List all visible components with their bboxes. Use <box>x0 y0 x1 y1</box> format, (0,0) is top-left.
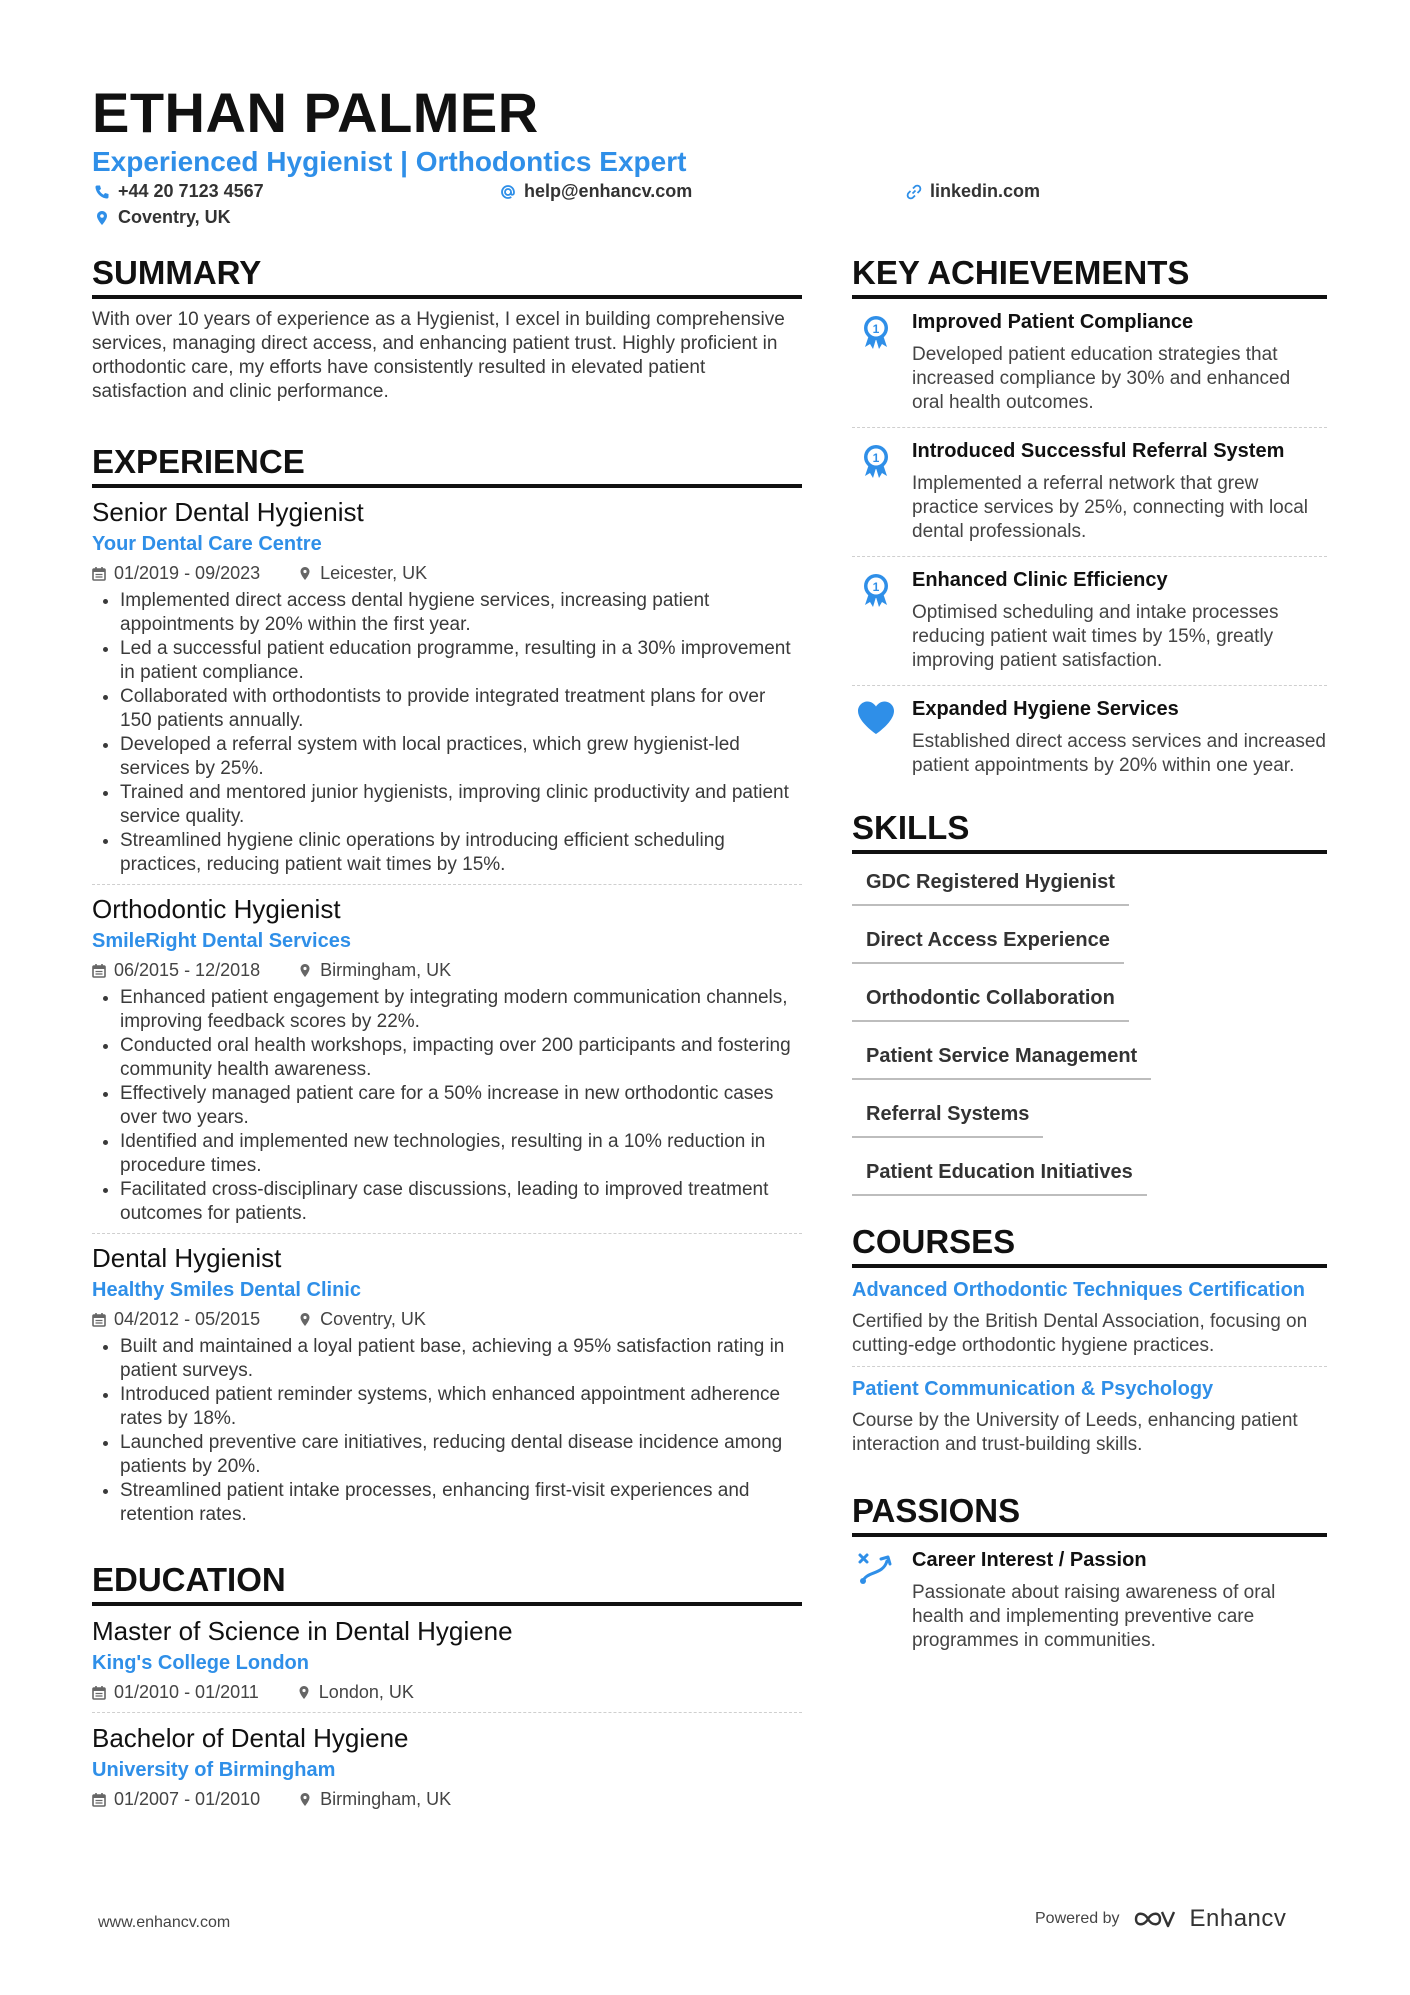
company-name: SmileRight Dental Services <box>92 930 351 952</box>
linkedin-text: linkedin.com <box>930 181 1041 201</box>
achievement-desc: Established direct access services and increased patient appointments by 20% within one year. <box>912 731 1326 776</box>
school-name: King's College London <box>92 1652 309 1674</box>
skill-tag: Patient Service Management <box>852 1042 1151 1080</box>
bullet-item: • Led a successful patient education programme, resulting in a 30% improvement in patient compliance. <box>120 637 802 685</box>
course-item <box>852 1367 1327 1465</box>
education-dates: 01/2007 - 01/2010 <box>114 1789 261 1809</box>
course-title: Patient Communication & Psychology <box>852 1378 1214 1400</box>
award-ribbon-icon <box>852 567 900 673</box>
job-title: Senior Dental Hygienist <box>92 497 364 527</box>
course-desc: Course by the University of Leeds, enhancing patient interaction and trust-building skills. <box>852 1410 1298 1455</box>
summary-text: With over 10 years of experience as a Hygienist, I excel in building comprehensive services, managing direct access, and enhancing patient trust. Highly proficient in orthodontic care, my efforts have consistently resulted in elevated patient satisfaction and clinic performance. <box>92 309 785 402</box>
contact-location <box>94 207 231 228</box>
location-pin-icon <box>298 1312 312 1327</box>
bullet-item: • Streamlined patient intake processes, enhancing first-visit experiences and retention rates. <box>120 1479 802 1527</box>
job-bullets <box>92 589 802 877</box>
candidate-name: ETHAN PALMER <box>92 81 539 144</box>
education-entry <box>92 1713 802 1819</box>
passion-desc: Passionate about raising awareness of oral health and implementing preventive care programmes in communities. <box>912 1582 1276 1651</box>
course-desc: Certified by the British Dental Association, focusing on cutting-edge orthodontic hygiene practices. <box>852 1311 1308 1356</box>
svg-text:1: 1 <box>872 451 880 465</box>
svg-text:1: 1 <box>872 580 880 594</box>
calendar-icon <box>92 1312 106 1327</box>
location-text: Coventry, UK <box>118 207 231 227</box>
job-bullets <box>92 1335 802 1527</box>
contact-email[interactable] <box>500 181 692 202</box>
passions-heading: PASSIONS <box>852 1491 1327 1537</box>
skill-tag: Patient Education Initiatives <box>852 1158 1147 1196</box>
experience-entry <box>92 1234 802 1534</box>
passion-item <box>852 1537 1327 1665</box>
experience-entry <box>92 488 802 885</box>
course-title: Advanced Orthodontic Techniques Certification <box>852 1279 1306 1301</box>
award-ribbon-icon <box>852 438 900 544</box>
at-sign-icon <box>500 184 516 200</box>
award-ribbon-icon <box>852 309 900 415</box>
calendar-icon <box>92 566 106 581</box>
bullet-item: • Launched preventive care initiatives, reducing dental disease incidence among patients by 20%. <box>120 1431 802 1479</box>
phone-icon <box>94 184 110 200</box>
location-pin-icon <box>94 210 110 226</box>
job-location: Leicester, UK <box>320 563 428 583</box>
heart-icon <box>852 696 900 778</box>
svg-text:1: 1 <box>872 322 880 336</box>
footer-branding[interactable] <box>1035 1905 1286 1933</box>
location-pin-icon <box>298 963 312 978</box>
contact-linkedin[interactable] <box>906 181 1040 202</box>
candidate-headline: Experienced Hygienist | Orthodontics Expert <box>92 146 687 177</box>
skill-tag: Referral Systems <box>852 1100 1043 1138</box>
job-location: Coventry, UK <box>320 1309 426 1329</box>
brand-name: Enhancv <box>1189 1905 1287 1932</box>
skills-list <box>852 868 1327 1196</box>
bullet-item: • Effectively managed patient care for a 50% increase in new orthodontic cases over two years. <box>120 1082 802 1130</box>
education-meta <box>92 1680 802 1704</box>
education-dates: 01/2010 - 01/2011 <box>114 1682 259 1702</box>
course-item <box>852 1268 1327 1367</box>
bullet-item: • Collaborated with orthodontists to provide integrated treatment plans for over 150 patients annually. <box>120 685 802 733</box>
location-pin-icon <box>298 1792 312 1807</box>
powered-by-label: Powered by <box>1035 1910 1120 1927</box>
passion-title: Career Interest / Passion <box>912 1549 1147 1571</box>
job-dates: 06/2015 - 12/2018 <box>114 960 261 980</box>
achievement-desc: Optimised scheduling and intake processes reducing patient wait times by 15%, greatly improving patient satisfaction. <box>912 602 1279 671</box>
calendar-icon <box>92 1685 106 1700</box>
achievement-title: Enhanced Clinic Efficiency <box>912 569 1168 591</box>
calendar-icon <box>92 1792 106 1807</box>
achievement-desc: Developed patient education strategies that increased compliance by 30% and enhanced oral health outcomes. <box>912 344 1291 413</box>
education-location: Birmingham, UK <box>320 1789 452 1809</box>
email-text: help@enhancv.com <box>524 181 693 201</box>
courses-heading: COURSES <box>852 1222 1327 1268</box>
skill-tag: Orthodontic Collaboration <box>852 984 1129 1022</box>
job-dates: 04/2012 - 05/2015 <box>114 1309 261 1329</box>
education-entry <box>92 1606 802 1713</box>
achievement-title: Improved Patient Compliance <box>912 311 1194 333</box>
calendar-icon <box>92 963 106 978</box>
achievement-item <box>852 686 1327 790</box>
skill-tag: Direct Access Experience <box>852 926 1124 964</box>
bullet-item: • Enhanced patient engagement by integrating modern communication channels, improving feedback scores by 22%. <box>120 986 802 1034</box>
footer-website[interactable]: www.enhancv.com <box>98 1914 231 1931</box>
education-location: London, UK <box>318 1682 414 1702</box>
right-column <box>852 253 1327 1665</box>
achievement-item <box>852 557 1327 686</box>
achievement-desc: Implemented a referral network that grew practice services by 25%, connecting with local dental professionals. <box>912 473 1309 542</box>
link-icon <box>906 184 922 200</box>
experience-entry <box>92 885 802 1234</box>
company-name: Healthy Smiles Dental Clinic <box>92 1279 361 1301</box>
achievements-heading: KEY ACHIEVEMENTS <box>852 253 1327 299</box>
summary-heading: SUMMARY <box>92 253 802 299</box>
achievement-title: Introduced Successful Referral System <box>912 440 1285 462</box>
bullet-item: • Identified and implemented new technologies, resulting in a 10% reduction in procedure times. <box>120 1130 802 1178</box>
bullet-item: • Conducted oral health workshops, impacting over 200 participants and fostering community health awareness. <box>120 1034 802 1082</box>
education-meta <box>92 1787 802 1811</box>
location-pin-icon <box>298 566 312 581</box>
achievement-title: Expanded Hygiene Services <box>912 698 1179 720</box>
education-heading: EDUCATION <box>92 1560 802 1606</box>
skill-tag: GDC Registered Hygienist <box>852 868 1129 906</box>
bullet-item: • Implemented direct access dental hygiene services, increasing patient appointments by 20% within the first year. <box>120 589 802 637</box>
location-pin-icon <box>297 1685 311 1700</box>
degree-title: Master of Science in Dental Hygiene <box>92 1616 513 1646</box>
bullet-item: • Trained and mentored junior hygienists, improving clinic productivity and patient service quality. <box>120 781 802 829</box>
bullet-item: • Streamlined hygiene clinic operations by introducing efficient scheduling practices, reducing patient wait times by 15%. <box>120 829 802 877</box>
achievement-item <box>852 299 1327 428</box>
enhancv-logo-icon <box>1132 1906 1178 1932</box>
job-location: Birmingham, UK <box>320 960 452 980</box>
job-title: Orthodontic Hygienist <box>92 894 341 924</box>
job-meta <box>92 1307 802 1331</box>
bullet-item: • Facilitated cross-disciplinary case discussions, leading to improved treatment outcomes for patients. <box>120 1178 802 1226</box>
strategy-path-icon <box>852 1547 900 1653</box>
bullet-item: • Built and maintained a loyal patient base, achieving a 95% satisfaction rating in patient surveys. <box>120 1335 802 1383</box>
job-title: Dental Hygienist <box>92 1243 282 1273</box>
degree-title: Bachelor of Dental Hygiene <box>92 1723 409 1753</box>
achievement-item <box>852 428 1327 557</box>
bullet-item: • Developed a referral system with local practices, which grew hygienist-led services by 25%. <box>120 733 802 781</box>
job-meta <box>92 958 802 982</box>
company-name: Your Dental Care Centre <box>92 533 322 555</box>
job-dates: 01/2019 - 09/2023 <box>114 563 261 583</box>
contact-phone[interactable] <box>94 181 264 202</box>
phone-text: +44 20 7123 4567 <box>118 181 264 201</box>
experience-heading: EXPERIENCE <box>92 442 802 488</box>
skills-heading: SKILLS <box>852 808 1327 854</box>
bullet-item: • Introduced patient reminder systems, which enhanced appointment adherence rates by 18%. <box>120 1383 802 1431</box>
school-name: University of Birmingham <box>92 1759 336 1781</box>
left-column <box>92 253 802 1819</box>
job-meta <box>92 561 802 585</box>
job-bullets <box>92 986 802 1226</box>
